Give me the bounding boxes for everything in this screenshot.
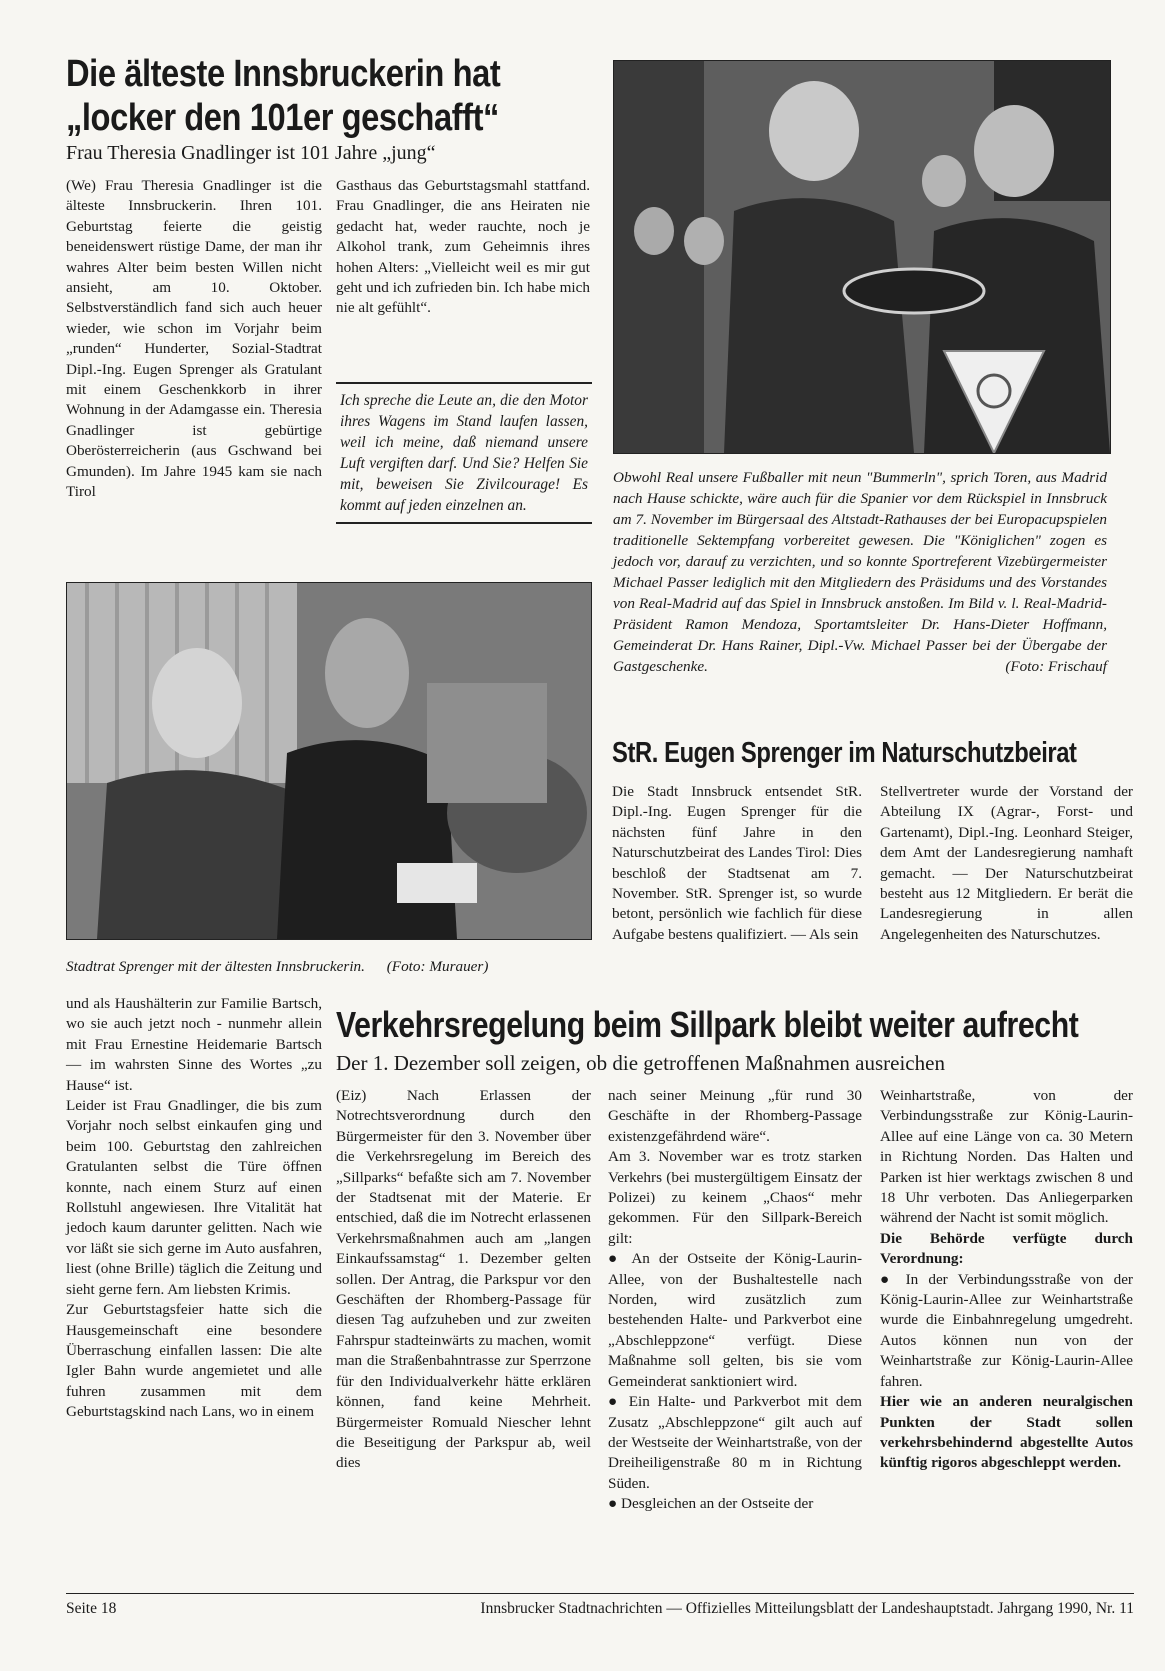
article3-column-1 (336, 1086, 591, 1474)
pull-quote (336, 382, 592, 524)
article3-col1-text: (Eiz) Nach Erlassen der Notrechtsverordnung durch den Bürgermeister für den 3. November über die Verkehrsregelung im Bereich des „Sillparks“ befaßte sich am 7. November der Stadtsenat mit der Materie. Er entschied, daß die im Notrecht erlassenen Verkehrsmaßnahmen auch am „langen Einkaufssamstag“ 1. Dezember gelten sollen. Der Antrag, die Parkspur vor den Geschäften der Rhomberg-Passage für diesen Tag aufzuheben und zur zweiten Fahrspur stadteinwärts zu machen, womit man die Straßenbahntrasse zur Sperrzone für den Individualverkehr hätte erklären können, fand keine Mehrheit. Bürgermeister Romuald Niescher lehnt die Beseitigung der Parkspur ab, weil dies (336, 1087, 591, 1472)
article1-column-1 (66, 176, 322, 503)
article1-col1-text: (We) Frau Theresia Gnadlinger ist die älteste Innsbruckerin. Ihren 101. Geburtstag feierte die geistig beneidenswert rüstige Dame, der man ihr wahres Alter beim besten Willen nicht ansieht, am 10. Oktober. Selbstverständlich fand sich auch heuer wieder, wie schon im Vorjahr beim „runden“ Hunderter, Sozial-Stadtrat Dipl.-Ing. Eugen Sprenger als Gratulant mit einem Geschenkkorb in ihrer Wohnung in der Adamgasse ein. Theresia Gnadlinger ist gebürtige Oberösterreicherin (aus Gschwand bei Gmunden). Im Jahre 1945 kam sie nach Tirol (66, 177, 322, 501)
article1-col2-text: Gasthaus das Geburtstagsmahl stattfand. Frau Gnadlinger, die ans Heiraten nie gedacht hat, weder rauchte, noch je Alkohol trank, zum Geheimnis ihres hohen Alters: „Vielleicht weil es mir gut geht und ich zufrieden bin. Ich habe mich nie alt gefühlt“. (336, 177, 590, 317)
article3-col2-p1: nach seiner Meinung „für rund 30 Geschäfte in der Rhomberg-Passage existenzgefährdend wäre“. (608, 1087, 862, 1145)
article1-cont-p3: Zur Geburtstagsfeier hatte sich die Hausgemeinschaft eine besondere Überraschung einfallen lassen: Die alte Igler Bahn wurde angemietet und alle fuhren zusammen mit dem Geburtstagskind nach Lans, wo in einem (66, 1301, 322, 1421)
real-madrid-photo-illustration (614, 61, 1110, 453)
real-madrid-photo (613, 60, 1111, 454)
real-madrid-caption (613, 467, 1107, 677)
article2-col1-text: Die Stadt Innsbruck entsendet StR. Dipl.-Ing. Eugen Sprenger für die nächsten fünf Jahre in den Naturschutzbeirat des Landes Tirol: Dies beschloß der Stadtsenat am 7. November. StR. Sprenger ist, so wurde betont, persönlich wie fachlich für diese Aufgabe bestens qualifiziert. — Als sein (612, 783, 862, 943)
article3-column-3 (880, 1086, 1133, 1474)
article3-col3-p1: Weinhartstraße, von der Verbindungsstraße zur König-Laurin-Allee auf eine Länge von ca. 30 Metern in Richtung Norden. Das Halten und Parken ist hier werktags zwischen 8 und 18 Uhr verboten. Das Anliegerparken während der Nacht ist somit möglich. (880, 1087, 1133, 1227)
article3-header (336, 1004, 1136, 1076)
article3-subtitle: Der 1. Dezember soll zeigen, ob die getroffenen Maßnahmen ausreichen (336, 1051, 945, 1075)
real-madrid-photo-credit: (Foto: Frischauf (1005, 658, 1107, 675)
article3-col3-bold: Die Behörde verfügte durch Verordnung: (880, 1229, 1133, 1268)
article2-col2-text: Stellvertreter wurde der Vorstand der Abteilung IX (Agrar-, Forst- und Gartenamt), Dipl.-Ing. Leonhard Steiger, dem Amt der Landesregierung namhaft gemacht. — Der Naturschutzbeirat besteht aus 12 Mitgliedern. Er berät die Landesregierung in allen Angelegenheiten des Naturschutzes. (880, 783, 1133, 943)
article1-header (66, 52, 606, 166)
article3-col2-bullet-1: ● An der Ostseite der König-Laurin-Allee, von der Bushaltestelle nach Norden, wird zusätzlich zum bestehenden Halte- und Parkverbot eine „Abschleppzone“ verfügt. Diese Maßnahme soll gelten, bis sie vom Gemeinderat sanktioniert wird. (608, 1249, 862, 1392)
real-madrid-caption-text: Obwohl Real unsere Fußballer mit neun "Bummerln", sprich Toren, aus Madrid nach Hause schickte, wäre auch für die Spanier vor dem Rückspiel in Innsbruck am 7. November im Bürgersaal des Altstadt-Rathauses der bei Europacupspielen traditionelle Sektempfang vorbereitet gewesen. Die "Königlichen" zogen es jedoch vor, darauf zu verzichten, und so konnte Sportreferent Vizebürgermeister Michael Passer lediglich mit den Mitgliedern des Präsidums und des Vorstandes von Real-Madrid auf das Spiel in Innsbruck anstoßen. Im Bild v. l. Real-Madrid-Präsident Ramon Mendoza, Sportamtsleiter Dr. Hans-Dieter Hoffmann, Gemeinderat Dr. Hans Rainer, Dipl.-Vw. Michael Passer bei der Übergabe der Gastgeschenke. (613, 469, 1107, 675)
article3-col2-bullet-2: ● Ein Halte- und Parkverbot mit dem Zusatz „Abschleppzone“ gilt auch auf der Westseite der Weinhartstraße, von der Dreiheiligenstraße 80 m in Richtung Süden. (608, 1392, 862, 1494)
gnadlinger-photo-illustration (67, 583, 591, 939)
article3-headline: Verkehrsregelung beim Sillpark bleibt weiter aufrecht (336, 1004, 1079, 1045)
article3-column-2 (608, 1086, 862, 1515)
article2-header (612, 736, 1112, 770)
article2-column-2 (880, 782, 1133, 945)
article1-cont-p2: Leider ist Frau Gnadlinger, die bis zum Vorjahr noch selbst einkaufen ging und beim 100. Geburtstag den zahlreichen Gratulanten selbst die Türe öffnen konnte, nach einem Sturz auf einen Rollstuhl angewiesen. Ihre Vitalität hat jedoch kaum darunter gelitten. Nach wie vor läßt sie sich gerne im Auto ausfahren, liest (ohne Brille) täglich die Zeitung und sieht gerne fern. Am liebsten Krimis. (66, 1097, 322, 1298)
article2-headline: StR. Eugen Sprenger im Naturschutzbeirat (612, 737, 1077, 769)
article3-col2-bullet-3: ● Desgleichen an der Ostseite der (608, 1494, 862, 1514)
article1-headline-line2: „locker den 101er geschafft“ (66, 97, 499, 139)
article2-column-1 (612, 782, 862, 945)
pull-quote-text: Ich spreche die Leute an, die den Motor ihres Wagens im Stand laufen lassen, weil ich meine, daß niemand unsere Luft vergiften darf. Und Sie? Helfen Sie mit, beweisen Sie Zivilcourage! Es kommt auf jeden einzelnen an. (340, 392, 588, 514)
article1-headline-line1: Die älteste Innsbruckerin hat (66, 53, 501, 95)
article3-col3-bullet-1: ● In der Verbindungsstraße von der König-Laurin-Allee zur Weinhartstraße wurde die Einbahnregelung umgedreht. Autos können nun von der Weinhartstraße zur König-Laurin-Allee fahren. (880, 1270, 1133, 1392)
article1-subtitle: Frau Theresia Gnadlinger ist 101 Jahre „jung“ (66, 142, 436, 164)
footer-rule (66, 1593, 1134, 1594)
gnadlinger-caption-text: Stadtrat Sprenger mit der ältesten Innsbruckerin. (66, 958, 365, 975)
article3-col3-closing: Hier wie an anderen neuralgischen Punkten der Stadt sollen verkehrsbehindernd abgestellte Autos künftig rigoros abgeschleppt werden. (880, 1393, 1133, 1472)
article1-column-2 (336, 176, 590, 319)
footer-publication: Innsbrucker Stadtnachrichten — Offizielles Mitteilungsblatt der Landeshauptstadt. Jahrgang 1990, Nr. 11 (480, 1600, 1134, 1617)
footer-page-number: Seite 18 (66, 1600, 117, 1617)
article1-cont-p1: und als Haushälterin zur Familie Bartsch, wo sie auch jetzt noch - nunmehr allein mit Frau Ernestine Heidemarie Bartsch — im wahrsten Sinne des Wortes „zu Hause“ ist. (66, 995, 322, 1094)
gnadlinger-photo-credit: (Foto: Murauer) (386, 958, 489, 975)
article3-col2-p2: Am 3. November war es trotz starken Verkehrs (bei mustergültigem Einsatz der Polizei) zu keinem „Chaos“ mehr gekommen. Für den Sillpark-Bereich gilt: (608, 1148, 862, 1247)
article1-continuation (66, 994, 322, 1423)
gnadlinger-photo (66, 582, 592, 940)
gnadlinger-caption (66, 956, 590, 977)
